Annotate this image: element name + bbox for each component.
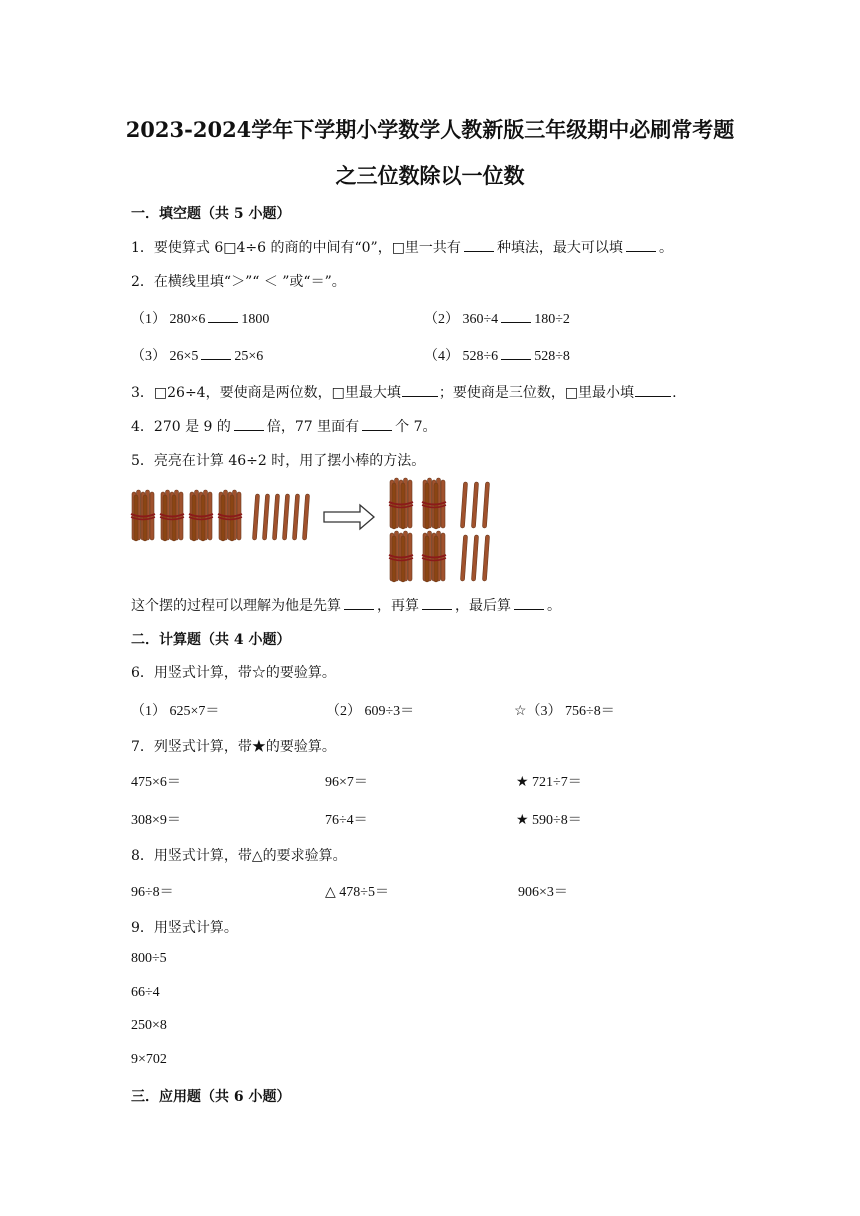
question-6-item-3: ☆（3） 756÷8＝ xyxy=(514,704,615,719)
answer-blank[interactable] xyxy=(501,347,531,360)
stick-figure xyxy=(128,476,508,584)
single-stick xyxy=(252,494,259,540)
answer-blank[interactable] xyxy=(464,239,494,252)
question-8-item-3: 906×3＝ xyxy=(518,885,568,900)
single-stick xyxy=(272,494,279,540)
single-stick xyxy=(471,482,478,528)
right-arrow-icon xyxy=(324,505,374,529)
stick-bundle xyxy=(189,490,213,541)
question-1: 1．要使算式 6□4÷6 的商的中间有“0”，□里一共有 种填法，最大可以填 。 xyxy=(131,240,673,256)
section-heading-word-problems: 三．应用题（共 6 小题） xyxy=(131,1089,291,1105)
stick-bundle xyxy=(389,531,413,582)
question-7-item-2: 96×7＝ xyxy=(325,775,368,790)
question-5-answer-line: 这个摆的过程可以理解为他是先算 ，再算 ，最后算 。 xyxy=(131,598,561,614)
question-7-item-1: 475×6＝ xyxy=(131,775,181,790)
question-9-stem: 9．用竖式计算。 xyxy=(131,920,238,936)
single-stick xyxy=(292,494,299,540)
question-2-part-4: （4） 528÷6 528÷8 xyxy=(424,349,570,364)
single-stick xyxy=(482,535,489,581)
question-9-item-1: 800÷5 xyxy=(131,951,167,966)
question-6-item-1: （1） 625×7＝ xyxy=(131,704,220,719)
question-2-part-1: （1） 280×6 1800 xyxy=(131,312,270,327)
single-stick xyxy=(471,535,478,581)
question-8-item-1: 96÷8＝ xyxy=(131,885,174,900)
page-subtitle: 之三位数除以一位数 xyxy=(335,163,525,188)
answer-blank[interactable] xyxy=(362,418,392,431)
page-title: 2023-2024学年下学期小学数学人教新版三年级期中必刷常考题 xyxy=(125,117,735,142)
question-7-item-4: 308×9＝ xyxy=(131,813,181,828)
stick-bundle xyxy=(160,490,184,541)
answer-blank[interactable] xyxy=(344,597,374,610)
stick-bundle xyxy=(422,531,446,582)
answer-blank[interactable] xyxy=(402,384,438,397)
answer-blank[interactable] xyxy=(234,418,264,431)
question-2-stem: 2．在横线里填“＞”“ ＜ ”或“＝”。 xyxy=(131,274,346,290)
stick-bundle xyxy=(422,478,446,529)
question-4: 4．270 是 9 的 倍，77 里面有 个 7。 xyxy=(131,419,437,435)
stick-bundle xyxy=(131,490,155,541)
single-stick xyxy=(282,494,289,540)
question-2-part-3: （3） 26×5 25×6 xyxy=(131,349,264,364)
question-9-item-4: 9×702 xyxy=(131,1052,167,1067)
answer-blank[interactable] xyxy=(626,239,656,252)
question-9-item-3: 250×8 xyxy=(131,1018,167,1033)
question-8-stem: 8．用竖式计算，带△的要求验算。 xyxy=(131,848,347,864)
question-9-item-2: 66÷4 xyxy=(131,985,160,1000)
answer-blank[interactable] xyxy=(422,597,452,610)
question-6-item-2: （2） 609÷3＝ xyxy=(326,704,415,719)
question-3: 3．□26÷4，要使商是两位数，□里最大填 ；要使商是三位数，□里最小填 . xyxy=(131,385,677,401)
question-7-item-6: ★ 590÷8＝ xyxy=(516,813,582,828)
question-2-part-2: （2） 360÷4 180÷2 xyxy=(424,312,570,327)
question-7-item-3: ★ 721÷7＝ xyxy=(516,775,582,790)
stick-bundle xyxy=(218,490,242,541)
question-5-stem: 5．亮亮在计算 46÷2 时，用了摆小棒的方法。 xyxy=(131,453,426,469)
question-7-item-5: 76÷4＝ xyxy=(325,813,368,828)
question-6-stem: 6．用竖式计算，带☆的要验算。 xyxy=(131,665,336,681)
answer-blank[interactable] xyxy=(208,310,238,323)
question-7-stem: 7．列竖式计算，带★的要验算。 xyxy=(131,739,336,755)
single-stick xyxy=(302,494,309,540)
answer-blank[interactable] xyxy=(514,597,544,610)
question-8-item-2: △ 478÷5＝ xyxy=(325,885,389,900)
section-heading-calc: 二．计算题（共 4 小题） xyxy=(131,632,291,648)
answer-blank[interactable] xyxy=(201,347,231,360)
stick-bundle xyxy=(389,478,413,529)
answer-blank[interactable] xyxy=(501,310,531,323)
answer-blank[interactable] xyxy=(635,384,671,397)
single-stick xyxy=(460,535,467,581)
single-stick xyxy=(482,482,489,528)
section-heading-fill: 一．填空题（共 5 小题） xyxy=(131,206,291,222)
single-stick xyxy=(262,494,269,540)
single-stick xyxy=(460,482,467,528)
